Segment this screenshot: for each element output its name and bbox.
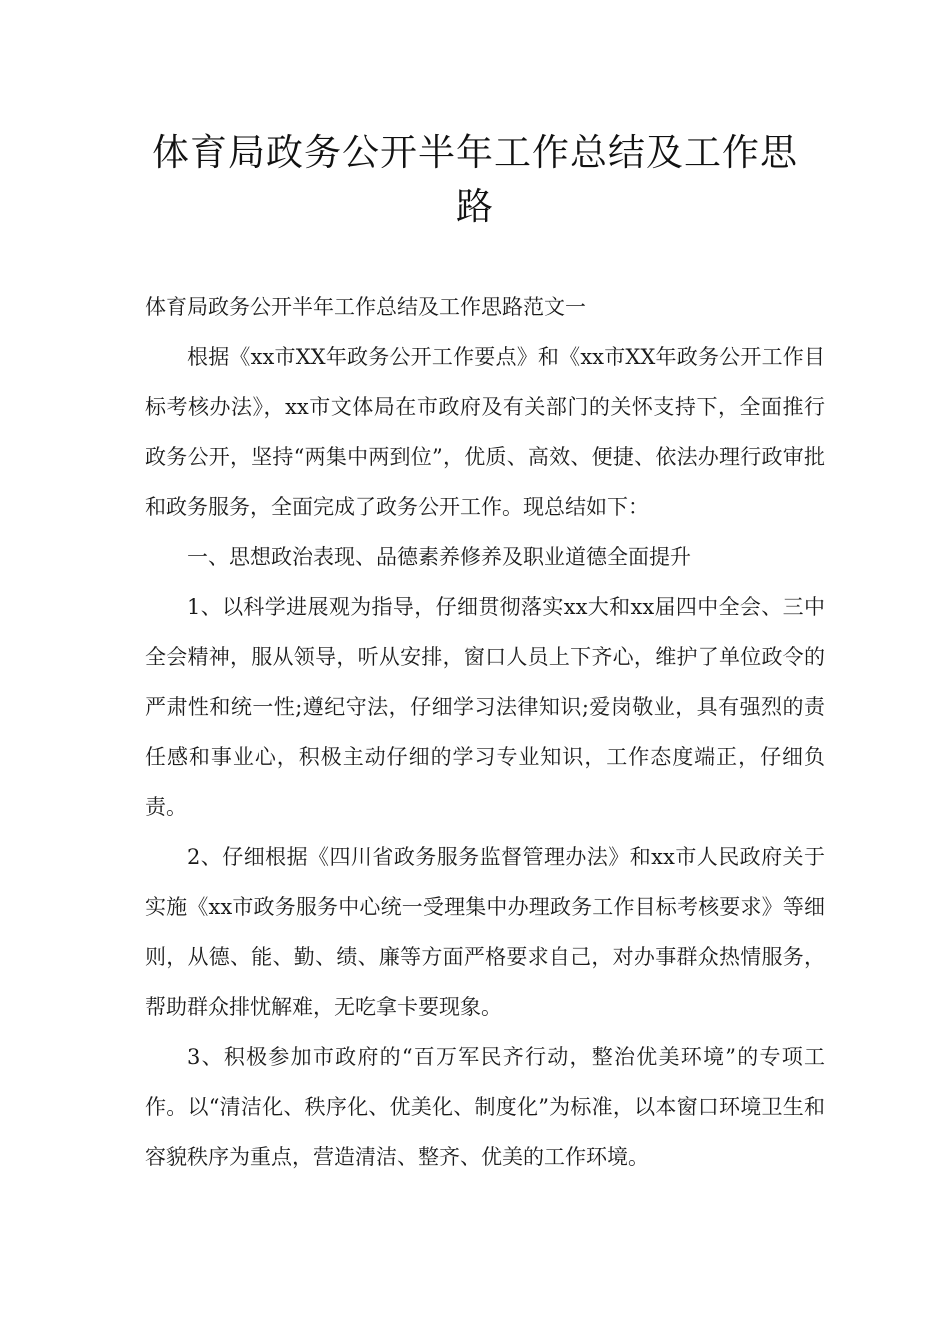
document-subtitle: 体育局政务公开半年工作总结及工作思路范文一 <box>145 295 586 319</box>
document-title: 体育局政务公开半年工作总结及工作思路 <box>152 131 798 228</box>
paragraph-intro: 根据《xx市XX年政务公开工作要点》和《xx市XX年政务公开工作目标考核办法》，xx市文体局在市政府及有关部门的关怀支持下，全面推行政务公开，坚持“两集中两到位”，优质、高效、便捷、依法办理行政审批和政务服务，全面完成了政务公开工作。现总结如下： <box>145 345 825 519</box>
section-heading-1: 一、思想政治表现、品德素养修养及职业道德全面提升 <box>187 545 691 569</box>
paragraph-item-2: 2、仔细根据《四川省政务服务监督管理办法》和xx市人民政府关于实施《xx市政务服务中心统一受理集中办理政务工作目标考核要求》等细则，从德、能、勤、绩、廉等方面严格要求自己，对办事群众热情服务，帮助群众排忧解难，无吃拿卡要现象。 <box>145 845 825 1019</box>
document-body <box>145 282 825 1182</box>
paragraph-item-3: 3、积极参加市政府的“百万军民齐行动，整治优美环境”的专项工作。以“清洁化、秩序化、优美化、制度化”为标准，以本窗口环境卫生和容貌秩序为重点，营造清洁、整齐、优美的工作环境。 <box>145 1045 825 1169</box>
paragraph-item-1: 1、以科学进展观为指导，仔细贯彻落实xx大和xx届四中全会、三中全会精神，服从领导，听从安排，窗口人员上下齐心，维护了单位政令的严肃性和统一性;遵纪守法，仔细学习法律知识;爱岗敬业，具有强烈的责任感和事业心，积极主动仔细的学习专业知识，工作态度端正，仔细负责。 <box>145 595 825 819</box>
